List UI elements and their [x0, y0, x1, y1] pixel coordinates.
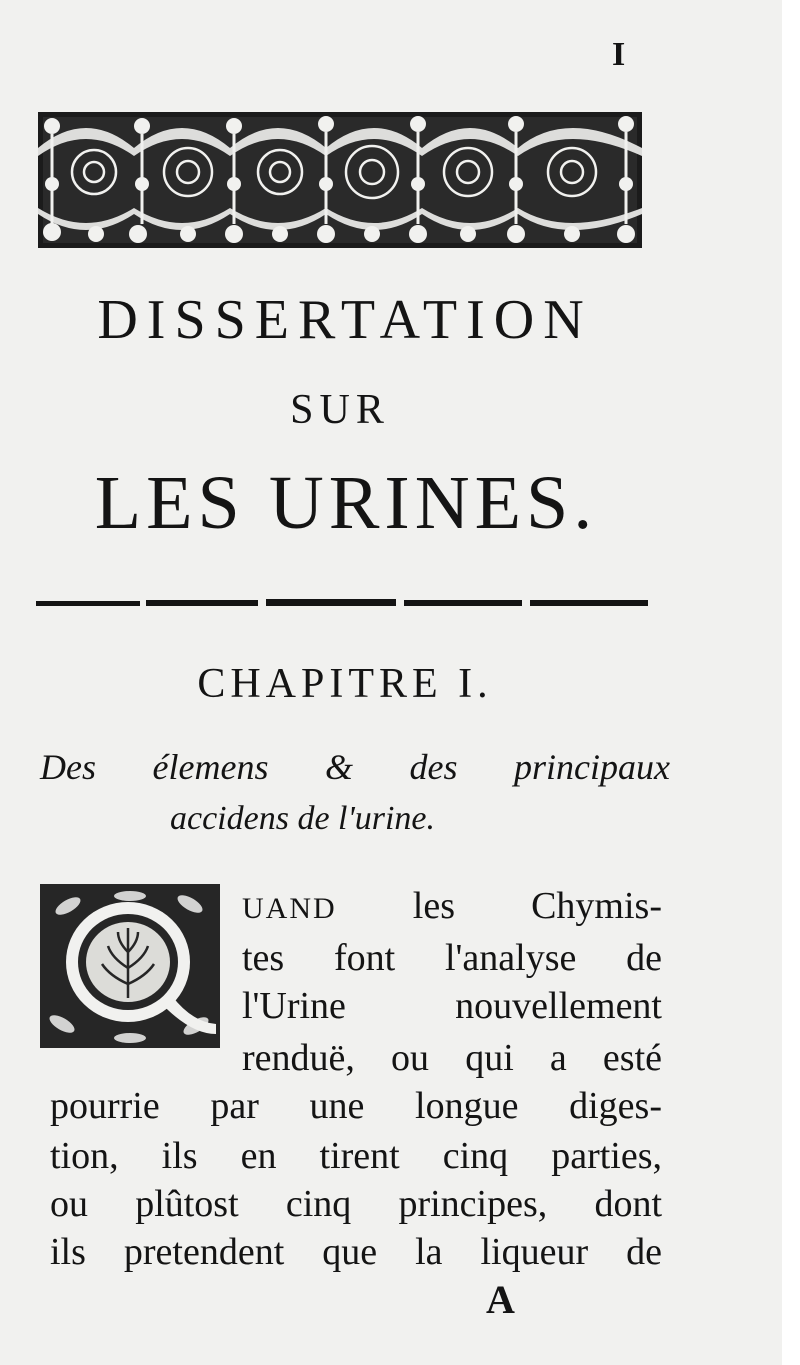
body-line-1: UAND les Chymis- [242, 885, 662, 927]
title-line-sur: SUR [290, 387, 390, 433]
chapter-subtitle-line-2: accidens de l'urine. [170, 800, 436, 837]
page-edge-margin [782, 0, 800, 1365]
body-line-4: renduë, ou qui a esté [242, 1037, 662, 1079]
title-line-les-urines: LES URINES. [94, 461, 598, 545]
chapter-subtitle-line-1: Des élemens & des principaux [40, 747, 670, 787]
decorative-divider-rule [36, 596, 648, 612]
opening-word: UAND [242, 892, 337, 925]
body-line-3: l'Urine nouvellement [242, 985, 662, 1027]
title-line-dissertation: DISSERTATION [97, 289, 593, 351]
body-line-6: tion, ils en tirent cinq parties, [50, 1135, 662, 1177]
page-number: I [612, 36, 626, 73]
body-line-2: tes font l'analyse de [242, 937, 662, 979]
body-line-7: ou plûtost cinq principes, dont [50, 1183, 662, 1225]
body-line-8: ils pretendent que la liqueur de [50, 1231, 662, 1273]
ornamental-drop-cap [40, 884, 220, 1048]
body-line-5: pourrie par une longue diges- [50, 1085, 662, 1127]
chapter-heading: CHAPITRE I. [197, 661, 493, 707]
signature-mark: A [486, 1277, 515, 1322]
floral-headpiece-ornament [38, 112, 642, 248]
